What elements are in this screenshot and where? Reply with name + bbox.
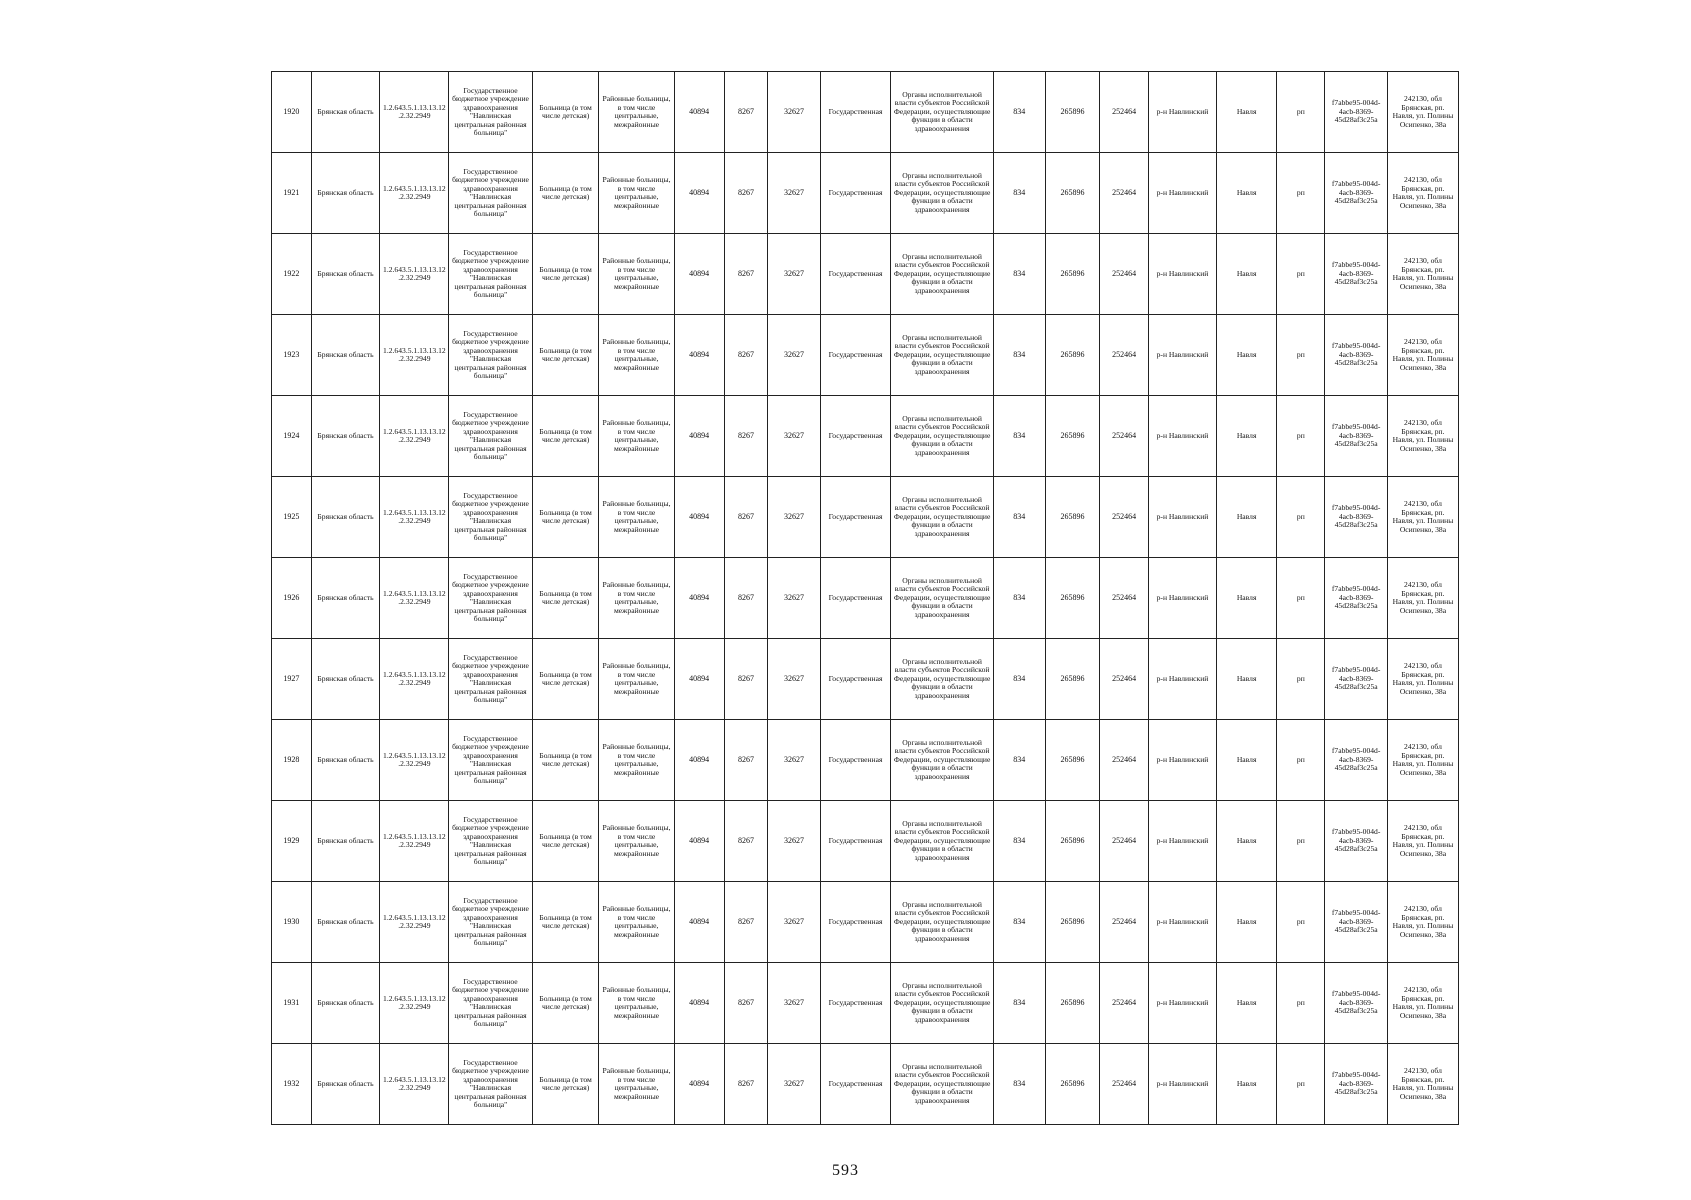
locality-cell: Навля — [1216, 801, 1276, 882]
registry-code-cell: 1.2.643.5.1.13.13.12.2.32.2949 — [380, 315, 449, 396]
code-a-cell: 40894 — [674, 1044, 724, 1125]
guid-cell: f7abbe95-004d-4acb-8369-45d28af3c25a — [1325, 153, 1388, 234]
code-d-cell: 834 — [993, 72, 1045, 153]
organization-name-cell: Государственное бюджетное учреждение здравоохранения "Навлинская центральная районная больница" — [449, 882, 532, 963]
district-cell: р-н Навлинский — [1149, 558, 1217, 639]
code-b-cell: 8267 — [724, 1044, 768, 1125]
authority-cell: Органы исполнительной власти субъектов Российской Федерации, осуществляющие функции в области здравоохранения — [891, 153, 993, 234]
code-c-cell: 32627 — [768, 963, 820, 1044]
locality-cell: Навля — [1216, 234, 1276, 315]
ownership-cell: Государственная — [820, 1044, 891, 1125]
locality-cell: Навля — [1216, 153, 1276, 234]
page-number: 593 — [832, 1162, 859, 1179]
organization-name-cell: Государственное бюджетное учреждение здравоохранения "Навлинская центральная районная больница" — [449, 153, 532, 234]
registry-code-cell: 1.2.643.5.1.13.13.12.2.32.2949 — [380, 396, 449, 477]
code-b-cell: 8267 — [724, 558, 768, 639]
region-cell: Брянская область — [311, 882, 380, 963]
facility-type-cell: Больница (в том числе детская) — [532, 1044, 599, 1125]
ownership-cell: Государственная — [820, 558, 891, 639]
address-cell: 242130, обл Брянская, рп. Навля, ул. Полины Осипенко, 38а — [1387, 72, 1458, 153]
facility-type-cell: Больница (в том числе детская) — [532, 801, 599, 882]
region-cell: Брянская область — [311, 963, 380, 1044]
locality-type-cell: рп — [1277, 720, 1325, 801]
code-c-cell: 32627 — [768, 477, 820, 558]
registry-code-cell: 1.2.643.5.1.13.13.12.2.32.2949 — [380, 72, 449, 153]
code-a-cell: 40894 — [674, 315, 724, 396]
guid-cell: f7abbe95-004d-4acb-8369-45d28af3c25a — [1325, 558, 1388, 639]
code-a-cell: 40894 — [674, 558, 724, 639]
code-b-cell: 8267 — [724, 396, 768, 477]
table-row — [272, 639, 1459, 720]
registry-code-cell: 1.2.643.5.1.13.13.12.2.32.2949 — [380, 882, 449, 963]
organization-name-cell: Государственное бюджетное учреждение здравоохранения "Навлинская центральная районная больница" — [449, 72, 532, 153]
table-row — [272, 882, 1459, 963]
district-cell: р-н Навлинский — [1149, 153, 1217, 234]
guid-cell: f7abbe95-004d-4acb-8369-45d28af3c25a — [1325, 1044, 1388, 1125]
district-cell: р-н Навлинский — [1149, 801, 1217, 882]
table-row — [272, 153, 1459, 234]
district-cell: р-н Навлинский — [1149, 396, 1217, 477]
code-f-cell: 252464 — [1100, 720, 1149, 801]
facility-type-cell: Больница (в том числе детская) — [532, 396, 599, 477]
table-row — [272, 720, 1459, 801]
row-number-cell: 1932 — [272, 1044, 312, 1125]
guid-cell: f7abbe95-004d-4acb-8369-45d28af3c25a — [1325, 315, 1388, 396]
organization-name-cell: Государственное бюджетное учреждение здравоохранения "Навлинская центральная районная больница" — [449, 477, 532, 558]
registry-code-cell: 1.2.643.5.1.13.13.12.2.32.2949 — [380, 720, 449, 801]
registry-code-cell: 1.2.643.5.1.13.13.12.2.32.2949 — [380, 1044, 449, 1125]
code-a-cell: 40894 — [674, 720, 724, 801]
code-a-cell: 40894 — [674, 477, 724, 558]
code-e-cell: 265896 — [1045, 1044, 1099, 1125]
locality-type-cell: рп — [1277, 801, 1325, 882]
code-a-cell: 40894 — [674, 234, 724, 315]
code-c-cell: 32627 — [768, 234, 820, 315]
authority-cell: Органы исполнительной власти субъектов Российской Федерации, осуществляющие функции в области здравоохранения — [891, 882, 993, 963]
address-cell: 242130, обл Брянская, рп. Навля, ул. Полины Осипенко, 38а — [1387, 477, 1458, 558]
authority-cell: Органы исполнительной власти субъектов Российской Федерации, осуществляющие функции в области здравоохранения — [891, 477, 993, 558]
table-row — [272, 1044, 1459, 1125]
locality-cell: Навля — [1216, 72, 1276, 153]
code-f-cell: 252464 — [1100, 315, 1149, 396]
code-e-cell: 265896 — [1045, 396, 1099, 477]
address-cell: 242130, обл Брянская, рп. Навля, ул. Полины Осипенко, 38а — [1387, 153, 1458, 234]
authority-cell: Органы исполнительной власти субъектов Российской Федерации, осуществляющие функции в области здравоохранения — [891, 72, 993, 153]
row-number-cell: 1921 — [272, 153, 312, 234]
facility-type-cell: Больница (в том числе детская) — [532, 153, 599, 234]
code-d-cell: 834 — [993, 963, 1045, 1044]
facility-type-cell: Больница (в том числе детская) — [532, 639, 599, 720]
locality-type-cell: рп — [1277, 72, 1325, 153]
code-f-cell: 252464 — [1100, 963, 1149, 1044]
address-cell: 242130, обл Брянская, рп. Навля, ул. Полины Осипенко, 38а — [1387, 801, 1458, 882]
code-b-cell: 8267 — [724, 639, 768, 720]
region-cell: Брянская область — [311, 720, 380, 801]
facility-category-cell: Районные больницы, в том числе центральные, межрайонные — [599, 396, 674, 477]
code-d-cell: 834 — [993, 1044, 1045, 1125]
table-row — [272, 963, 1459, 1044]
organization-name-cell: Государственное бюджетное учреждение здравоохранения "Навлинская центральная районная больница" — [449, 234, 532, 315]
address-cell: 242130, обл Брянская, рп. Навля, ул. Полины Осипенко, 38а — [1387, 558, 1458, 639]
row-number-cell: 1928 — [272, 720, 312, 801]
code-a-cell: 40894 — [674, 396, 724, 477]
registry-code-cell: 1.2.643.5.1.13.13.12.2.32.2949 — [380, 153, 449, 234]
registry-code-cell: 1.2.643.5.1.13.13.12.2.32.2949 — [380, 234, 449, 315]
authority-cell: Органы исполнительной власти субъектов Российской Федерации, осуществляющие функции в области здравоохранения — [891, 720, 993, 801]
locality-type-cell: рп — [1277, 396, 1325, 477]
region-cell: Брянская область — [311, 639, 380, 720]
code-c-cell: 32627 — [768, 153, 820, 234]
table-row — [272, 558, 1459, 639]
code-e-cell: 265896 — [1045, 234, 1099, 315]
address-cell: 242130, обл Брянская, рп. Навля, ул. Полины Осипенко, 38а — [1387, 639, 1458, 720]
authority-cell: Органы исполнительной власти субъектов Российской Федерации, осуществляющие функции в области здравоохранения — [891, 639, 993, 720]
guid-cell: f7abbe95-004d-4acb-8369-45d28af3c25a — [1325, 801, 1388, 882]
facility-category-cell: Районные больницы, в том числе центральные, межрайонные — [599, 558, 674, 639]
region-cell: Брянская область — [311, 477, 380, 558]
region-cell: Брянская область — [311, 1044, 380, 1125]
code-d-cell: 834 — [993, 720, 1045, 801]
organization-name-cell: Государственное бюджетное учреждение здравоохранения "Навлинская центральная районная больница" — [449, 1044, 532, 1125]
facility-category-cell: Районные больницы, в том числе центральные, межрайонные — [599, 234, 674, 315]
guid-cell: f7abbe95-004d-4acb-8369-45d28af3c25a — [1325, 234, 1388, 315]
ownership-cell: Государственная — [820, 396, 891, 477]
code-e-cell: 265896 — [1045, 72, 1099, 153]
code-e-cell: 265896 — [1045, 153, 1099, 234]
region-cell: Брянская область — [311, 801, 380, 882]
code-f-cell: 252464 — [1100, 639, 1149, 720]
row-number-cell: 1926 — [272, 558, 312, 639]
facility-category-cell: Районные больницы, в том числе центральные, межрайонные — [599, 963, 674, 1044]
code-b-cell: 8267 — [724, 720, 768, 801]
code-e-cell: 265896 — [1045, 801, 1099, 882]
table-row — [272, 801, 1459, 882]
code-d-cell: 834 — [993, 882, 1045, 963]
district-cell: р-н Навлинский — [1149, 1044, 1217, 1125]
organization-name-cell: Государственное бюджетное учреждение здравоохранения "Навлинская центральная районная больница" — [449, 558, 532, 639]
locality-cell: Навля — [1216, 720, 1276, 801]
guid-cell: f7abbe95-004d-4acb-8369-45d28af3c25a — [1325, 72, 1388, 153]
code-b-cell: 8267 — [724, 801, 768, 882]
row-number-cell: 1922 — [272, 234, 312, 315]
row-number-cell: 1931 — [272, 963, 312, 1044]
code-e-cell: 265896 — [1045, 639, 1099, 720]
district-cell: р-н Навлинский — [1149, 72, 1217, 153]
address-cell: 242130, обл Брянская, рп. Навля, ул. Полины Осипенко, 38а — [1387, 882, 1458, 963]
code-e-cell: 265896 — [1045, 558, 1099, 639]
row-number-cell: 1923 — [272, 315, 312, 396]
organization-name-cell: Государственное бюджетное учреждение здравоохранения "Навлинская центральная районная больница" — [449, 639, 532, 720]
facility-category-cell: Районные больницы, в том числе центральные, межрайонные — [599, 801, 674, 882]
code-c-cell: 32627 — [768, 801, 820, 882]
locality-cell: Навля — [1216, 963, 1276, 1044]
district-cell: р-н Навлинский — [1149, 639, 1217, 720]
registry-code-cell: 1.2.643.5.1.13.13.12.2.32.2949 — [380, 477, 449, 558]
code-d-cell: 834 — [993, 234, 1045, 315]
code-c-cell: 32627 — [768, 882, 820, 963]
facility-category-cell: Районные больницы, в том числе центральные, межрайонные — [599, 882, 674, 963]
locality-type-cell: рп — [1277, 639, 1325, 720]
ownership-cell: Государственная — [820, 477, 891, 558]
address-cell: 242130, обл Брянская, рп. Навля, ул. Полины Осипенко, 38а — [1387, 396, 1458, 477]
facility-category-cell: Районные больницы, в том числе центральные, межрайонные — [599, 153, 674, 234]
address-cell: 242130, обл Брянская, рп. Навля, ул. Полины Осипенко, 38а — [1387, 315, 1458, 396]
ownership-cell: Государственная — [820, 72, 891, 153]
region-cell: Брянская область — [311, 72, 380, 153]
authority-cell: Органы исполнительной власти субъектов Российской Федерации, осуществляющие функции в области здравоохранения — [891, 315, 993, 396]
ownership-cell: Государственная — [820, 639, 891, 720]
authority-cell: Органы исполнительной власти субъектов Российской Федерации, осуществляющие функции в области здравоохранения — [891, 801, 993, 882]
locality-cell: Навля — [1216, 882, 1276, 963]
facility-category-cell: Районные больницы, в том числе центральные, межрайонные — [599, 1044, 674, 1125]
facility-type-cell: Больница (в том числе детская) — [532, 720, 599, 801]
locality-type-cell: рп — [1277, 882, 1325, 963]
district-cell: р-н Навлинский — [1149, 477, 1217, 558]
region-cell: Брянская область — [311, 396, 380, 477]
row-number-cell: 1927 — [272, 639, 312, 720]
locality-type-cell: рп — [1277, 234, 1325, 315]
code-a-cell: 40894 — [674, 639, 724, 720]
code-c-cell: 32627 — [768, 558, 820, 639]
code-f-cell: 252464 — [1100, 234, 1149, 315]
registry-code-cell: 1.2.643.5.1.13.13.12.2.32.2949 — [380, 558, 449, 639]
table-body — [272, 72, 1459, 1125]
district-cell: р-н Навлинский — [1149, 234, 1217, 315]
locality-type-cell: рп — [1277, 477, 1325, 558]
table-row — [272, 477, 1459, 558]
locality-type-cell: рп — [1277, 963, 1325, 1044]
locality-cell: Навля — [1216, 396, 1276, 477]
authority-cell: Органы исполнительной власти субъектов Российской Федерации, осуществляющие функции в области здравоохранения — [891, 396, 993, 477]
code-d-cell: 834 — [993, 396, 1045, 477]
address-cell: 242130, обл Брянская, рп. Навля, ул. Полины Осипенко, 38а — [1387, 720, 1458, 801]
facility-register-table — [271, 71, 1459, 1125]
address-cell: 242130, обл Брянская, рп. Навля, ул. Полины Осипенко, 38а — [1387, 234, 1458, 315]
code-c-cell: 32627 — [768, 315, 820, 396]
code-c-cell: 32627 — [768, 72, 820, 153]
code-b-cell: 8267 — [724, 72, 768, 153]
row-number-cell: 1929 — [272, 801, 312, 882]
code-b-cell: 8267 — [724, 882, 768, 963]
code-f-cell: 252464 — [1100, 153, 1149, 234]
facility-category-cell: Районные больницы, в том числе центральные, межрайонные — [599, 477, 674, 558]
code-b-cell: 8267 — [724, 963, 768, 1044]
district-cell: р-н Навлинский — [1149, 720, 1217, 801]
facility-category-cell: Районные больницы, в том числе центральные, межрайонные — [599, 315, 674, 396]
ownership-cell: Государственная — [820, 315, 891, 396]
locality-type-cell: рп — [1277, 1044, 1325, 1125]
region-cell: Брянская область — [311, 234, 380, 315]
code-b-cell: 8267 — [724, 477, 768, 558]
row-number-cell: 1924 — [272, 396, 312, 477]
code-e-cell: 265896 — [1045, 315, 1099, 396]
facility-type-cell: Больница (в том числе детская) — [532, 882, 599, 963]
code-b-cell: 8267 — [724, 153, 768, 234]
facility-category-cell: Районные больницы, в том числе центральные, межрайонные — [599, 720, 674, 801]
code-a-cell: 40894 — [674, 72, 724, 153]
region-cell: Брянская область — [311, 558, 380, 639]
code-b-cell: 8267 — [724, 234, 768, 315]
guid-cell: f7abbe95-004d-4acb-8369-45d28af3c25a — [1325, 720, 1388, 801]
authority-cell: Органы исполнительной власти субъектов Российской Федерации, осуществляющие функции в области здравоохранения — [891, 558, 993, 639]
ownership-cell: Государственная — [820, 882, 891, 963]
ownership-cell: Государственная — [820, 801, 891, 882]
code-c-cell: 32627 — [768, 396, 820, 477]
locality-cell: Навля — [1216, 639, 1276, 720]
code-f-cell: 252464 — [1100, 72, 1149, 153]
locality-type-cell: рп — [1277, 153, 1325, 234]
locality-cell: Навля — [1216, 477, 1276, 558]
guid-cell: f7abbe95-004d-4acb-8369-45d28af3c25a — [1325, 477, 1388, 558]
guid-cell: f7abbe95-004d-4acb-8369-45d28af3c25a — [1325, 963, 1388, 1044]
district-cell: р-н Навлинский — [1149, 315, 1217, 396]
locality-type-cell: рп — [1277, 315, 1325, 396]
code-e-cell: 265896 — [1045, 963, 1099, 1044]
table-row — [272, 72, 1459, 153]
code-a-cell: 40894 — [674, 963, 724, 1044]
facility-type-cell: Больница (в том числе детская) — [532, 72, 599, 153]
code-c-cell: 32627 — [768, 720, 820, 801]
region-cell: Брянская область — [311, 153, 380, 234]
code-a-cell: 40894 — [674, 153, 724, 234]
organization-name-cell: Государственное бюджетное учреждение здравоохранения "Навлинская центральная районная больница" — [449, 720, 532, 801]
code-e-cell: 265896 — [1045, 882, 1099, 963]
code-d-cell: 834 — [993, 801, 1045, 882]
address-cell: 242130, обл Брянская, рп. Навля, ул. Полины Осипенко, 38а — [1387, 1044, 1458, 1125]
ownership-cell: Государственная — [820, 234, 891, 315]
ownership-cell: Государственная — [820, 963, 891, 1044]
authority-cell: Органы исполнительной власти субъектов Российской Федерации, осуществляющие функции в области здравоохранения — [891, 1044, 993, 1125]
ownership-cell: Государственная — [820, 720, 891, 801]
locality-cell: Навля — [1216, 315, 1276, 396]
organization-name-cell: Государственное бюджетное учреждение здравоохранения "Навлинская центральная районная больница" — [449, 801, 532, 882]
code-f-cell: 252464 — [1100, 396, 1149, 477]
registry-code-cell: 1.2.643.5.1.13.13.12.2.32.2949 — [380, 801, 449, 882]
organization-name-cell: Государственное бюджетное учреждение здравоохранения "Навлинская центральная районная больница" — [449, 315, 532, 396]
row-number-cell: 1925 — [272, 477, 312, 558]
guid-cell: f7abbe95-004d-4acb-8369-45d28af3c25a — [1325, 882, 1388, 963]
guid-cell: f7abbe95-004d-4acb-8369-45d28af3c25a — [1325, 639, 1388, 720]
organization-name-cell: Государственное бюджетное учреждение здравоохранения "Навлинская центральная районная больница" — [449, 396, 532, 477]
district-cell: р-н Навлинский — [1149, 882, 1217, 963]
code-a-cell: 40894 — [674, 882, 724, 963]
facility-type-cell: Больница (в том числе детская) — [532, 234, 599, 315]
row-number-cell: 1920 — [272, 72, 312, 153]
code-a-cell: 40894 — [674, 801, 724, 882]
district-cell: р-н Навлинский — [1149, 963, 1217, 1044]
code-c-cell: 32627 — [768, 1044, 820, 1125]
facility-category-cell: Районные больницы, в том числе центральные, межрайонные — [599, 72, 674, 153]
guid-cell: f7abbe95-004d-4acb-8369-45d28af3c25a — [1325, 396, 1388, 477]
ownership-cell: Государственная — [820, 153, 891, 234]
table-row — [272, 234, 1459, 315]
facility-type-cell: Больница (в том числе детская) — [532, 315, 599, 396]
code-d-cell: 834 — [993, 315, 1045, 396]
locality-cell: Навля — [1216, 1044, 1276, 1125]
code-d-cell: 834 — [993, 639, 1045, 720]
facility-type-cell: Больница (в том числе детская) — [532, 558, 599, 639]
code-f-cell: 252464 — [1100, 1044, 1149, 1125]
facility-type-cell: Больница (в том числе детская) — [532, 963, 599, 1044]
organization-name-cell: Государственное бюджетное учреждение здравоохранения "Навлинская центральная районная больница" — [449, 963, 532, 1044]
registry-code-cell: 1.2.643.5.1.13.13.12.2.32.2949 — [380, 639, 449, 720]
code-b-cell: 8267 — [724, 315, 768, 396]
region-cell: Брянская область — [311, 315, 380, 396]
locality-type-cell: рп — [1277, 558, 1325, 639]
code-f-cell: 252464 — [1100, 801, 1149, 882]
registry-code-cell: 1.2.643.5.1.13.13.12.2.32.2949 — [380, 963, 449, 1044]
facility-category-cell: Районные больницы, в том числе центральные, межрайонные — [599, 639, 674, 720]
code-e-cell: 265896 — [1045, 720, 1099, 801]
address-cell: 242130, обл Брянская, рп. Навля, ул. Полины Осипенко, 38а — [1387, 963, 1458, 1044]
code-d-cell: 834 — [993, 153, 1045, 234]
code-f-cell: 252464 — [1100, 477, 1149, 558]
code-f-cell: 252464 — [1100, 558, 1149, 639]
facility-type-cell: Больница (в том числе детская) — [532, 477, 599, 558]
row-number-cell: 1930 — [272, 882, 312, 963]
authority-cell: Органы исполнительной власти субъектов Российской Федерации, осуществляющие функции в области здравоохранения — [891, 234, 993, 315]
authority-cell: Органы исполнительной власти субъектов Российской Федерации, осуществляющие функции в области здравоохранения — [891, 963, 993, 1044]
code-f-cell: 252464 — [1100, 882, 1149, 963]
code-e-cell: 265896 — [1045, 477, 1099, 558]
code-c-cell: 32627 — [768, 639, 820, 720]
table-row — [272, 315, 1459, 396]
code-d-cell: 834 — [993, 558, 1045, 639]
table-row — [272, 396, 1459, 477]
locality-cell: Навля — [1216, 558, 1276, 639]
code-d-cell: 834 — [993, 477, 1045, 558]
